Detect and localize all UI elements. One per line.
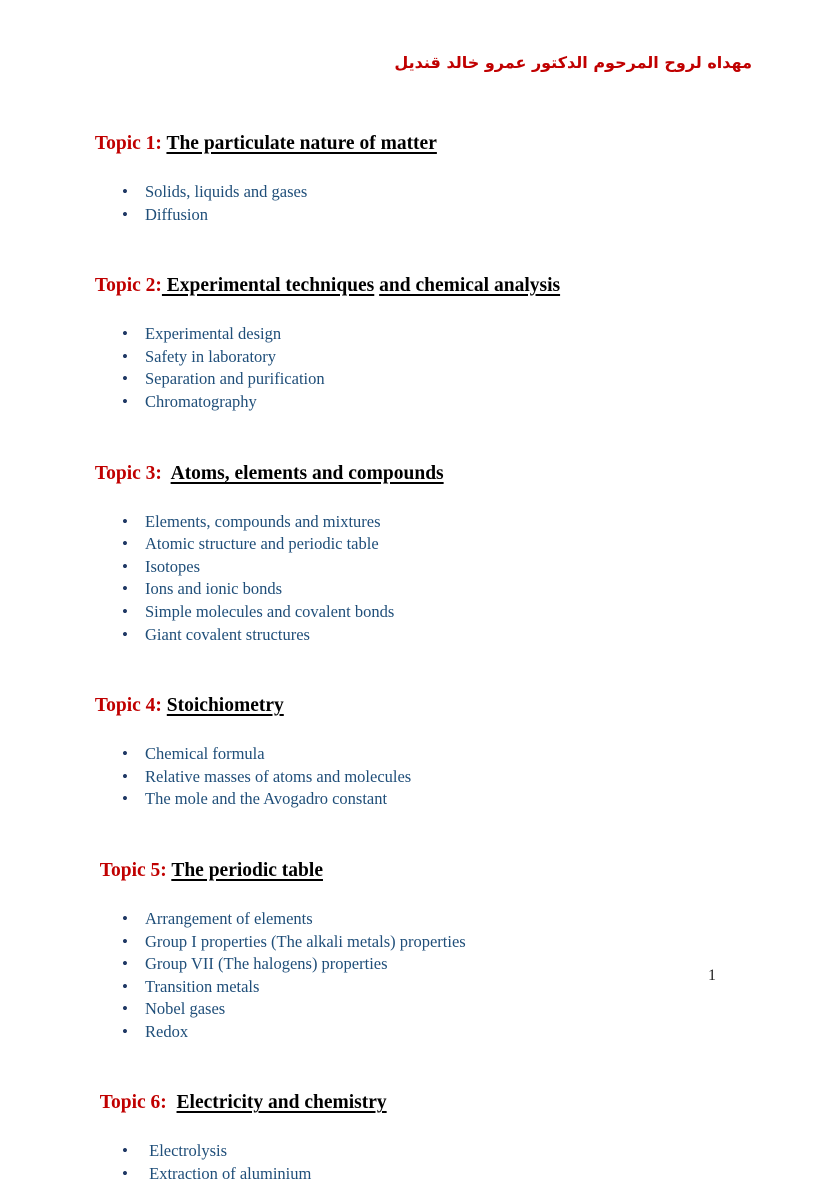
topic-label: Topic 5: [95,859,167,881]
topic-title-segment: Electricity and chemistry [176,1092,387,1114]
topic-bullet-item: • Electrolysis [66,1140,752,1163]
topic-heading [66,106,752,181]
topic-bullet-list [66,511,752,647]
dedication-header: مهداه لروح المرحوم الدكتور عمرو خالد قنديل [394,53,752,72]
topic-bullet-item: • Experimental design [66,323,752,346]
topic-label: Topic 4: [94,695,162,717]
topic-heading [66,436,752,511]
topic-heading [66,1065,752,1140]
topic-title [167,860,323,881]
topic-heading [66,833,752,908]
topic-bullet-item: • Nobel gases [66,998,752,1021]
topic-title-segment: Stoichiometry [166,695,284,717]
topic-bullet-item: • Safety in laboratory [66,346,752,369]
topic-bullet-item: • Chromatography [66,391,752,414]
topic-title-spacer [167,1092,177,1113]
topic-bullet-item: • Redox [66,1021,752,1044]
topic-bullet-item: • Simple molecules and covalent bonds [66,601,752,624]
topic-heading [66,668,752,743]
topic-section [66,833,752,1044]
topic-bullet-item: • The mole and the Avogadro constant [66,788,752,811]
topic-bullet-item: • Group I properties (The alkali metals) properties [66,931,752,954]
topic-bullet-item: • Giant covalent structures [66,624,752,647]
topic-bullet-list [66,181,752,226]
topic-bullet-item: • Relative masses of atoms and molecules [66,766,752,789]
topic-bullet-item: • Group VII (The halogens) properties [66,953,752,976]
topics-container [66,106,752,1186]
topic-label: Topic 1: [94,133,162,154]
topic-bullet-item: • Isotopes [66,556,752,579]
topic-title-segment: Experimental techniques [161,275,375,297]
topic-title-segment: Atoms, elements and compounds [170,462,444,484]
topic-bullet-list [66,908,752,1044]
topic-bullet-item: • Solids, liquids and gases [66,181,752,204]
topic-label: Topic 6: [95,1092,167,1114]
topic-section [66,1065,752,1185]
topic-bullet-item: • Diffusion [66,204,752,227]
topic-title [162,463,444,484]
topic-section [66,248,752,413]
topic-title-spacer [162,463,171,484]
topic-bullet-item: • Elements, compounds and mixtures [66,511,752,534]
topic-title [162,133,437,154]
topic-bullet-list [66,743,752,811]
topic-label: Topic 2: [94,275,162,297]
topic-title-segment: The particulate nature of matter [166,133,437,154]
topic-bullet-item: • Ions and ionic bonds [66,578,752,601]
topic-section [66,436,752,647]
topic-label: Topic 3: [94,462,162,484]
page-number: 1 [708,967,716,984]
topic-bullet-list [66,1140,752,1185]
topic-title-segment: The periodic table [171,859,323,881]
topic-section [66,106,752,226]
topic-bullet-item: • Transition metals [66,976,752,999]
topic-bullet-item: • Extraction of aluminium [66,1163,752,1186]
topic-bullet-item: • Arrangement of elements [66,908,752,931]
topic-bullet-item: • Chemical formula [66,743,752,766]
topic-title [167,1092,387,1113]
topic-title [162,695,284,716]
topic-title-segment: and chemical analysis [379,275,561,297]
topic-bullet-list [66,323,752,413]
topic-bullet-item: • Atomic structure and periodic table [66,533,752,556]
topic-heading [66,248,752,323]
topic-bullet-item: • Separation and purification [66,368,752,391]
topic-title [162,275,560,296]
topic-section [66,668,752,811]
